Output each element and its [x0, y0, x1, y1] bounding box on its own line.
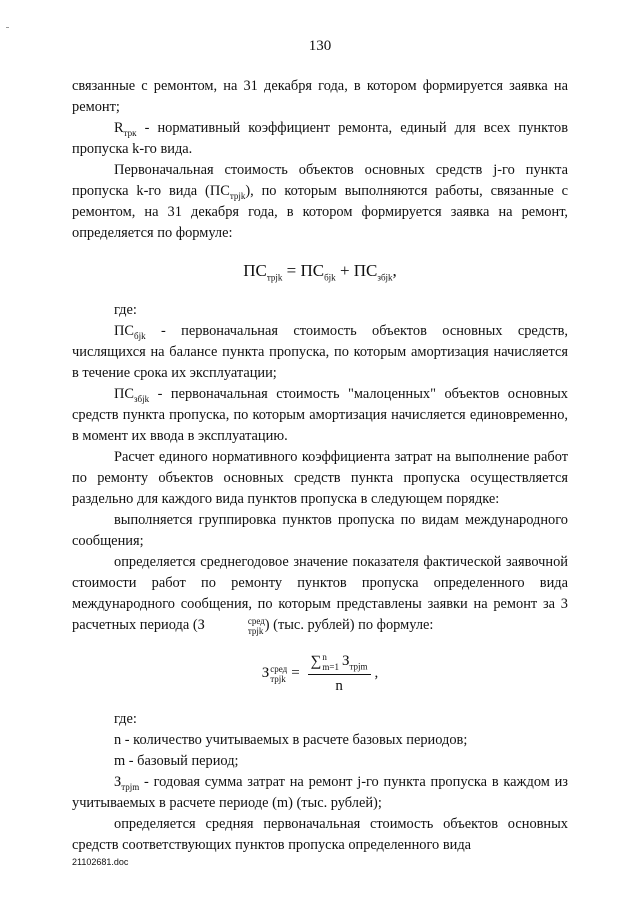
- equals-sign: =: [291, 665, 300, 681]
- document-body: [72, 76, 568, 856]
- definition-text: - первоначальная стоимость "малоценных" объектов основных средств пункта пропуска, по которым амортизация начисляется единовременно, в момент их ввода в эксплуатацию.: [72, 386, 568, 444]
- subscript: бjk: [134, 330, 146, 341]
- subscript: трjk: [270, 673, 286, 684]
- paragraph: [72, 384, 568, 447]
- symbol: ПС: [114, 386, 134, 402]
- subscript: трjm: [121, 781, 140, 792]
- subscript: трjk: [266, 272, 283, 283]
- paragraph: Расчет единого нормативного коэффициента затрат на выполнение работ по ремонту объектов основных средств пункта пропуска осуществляется раздельно для каждого вида пунктов пропуска в следующем порядке:: [72, 449, 568, 507]
- definition-text: - годовая сумма затрат на ремонт j-го пункта пропуска в каждом из учитываемых в расчете периоде (m) (тыс. рублей);: [72, 774, 568, 811]
- paragraph: m - базовый период;: [114, 753, 239, 769]
- sup-sub-stack: [270, 664, 287, 684]
- formula-term: ПС: [300, 261, 325, 280]
- equals-sign: =: [282, 261, 301, 280]
- plus-sign: +: [335, 261, 354, 280]
- formula-term: ПС: [353, 261, 378, 280]
- sum-symbol: ∑: [310, 653, 322, 670]
- formula-2: [72, 652, 568, 695]
- formula-term: З: [261, 665, 270, 681]
- subscript: трjk: [247, 625, 264, 636]
- subscript: збjk: [134, 393, 150, 404]
- subscript: трк: [123, 127, 137, 138]
- subscript: бjk: [324, 272, 336, 283]
- page-number: 130: [308, 38, 332, 54]
- formula-term: З: [341, 653, 350, 670]
- paragraph: где:: [114, 302, 137, 318]
- symbol: R: [114, 120, 124, 136]
- symbol: З: [197, 617, 205, 633]
- paragraph: n - количество учитываемых в расчете базовых периодов;: [114, 732, 468, 748]
- formula-1: [72, 258, 568, 284]
- punctuation: ,: [374, 665, 379, 681]
- paragraph: [72, 552, 568, 636]
- paragraph: [72, 772, 568, 814]
- paragraph: [72, 321, 568, 384]
- superscript: сред: [247, 615, 265, 626]
- symbol: З: [114, 774, 122, 790]
- paragraph: [72, 118, 568, 160]
- paragraph: выполняется группировка пунктов пропуска по видам международного сообщения;: [72, 512, 568, 549]
- sup-sub-stack: [206, 616, 265, 636]
- sum-lower: m=1: [322, 662, 339, 672]
- numerator: [308, 652, 371, 675]
- text: ) (тыс. рублей) по формуле:: [264, 617, 434, 633]
- paragraph: связанные с ремонтом, на 31 декабря года, в котором формируется заявка на ремонт;: [72, 78, 568, 115]
- sum-upper: n: [322, 652, 327, 662]
- denominator: n: [335, 678, 343, 694]
- definition-text: - первоначальная стоимость объектов основных средств, числящихся на балансе пункта пропуска, по которым амортизация начисляется в течение срока их эксплуатации;: [72, 323, 568, 381]
- scan-mark: [6, 27, 9, 28]
- text: определяется среднегодовое значение показателя фактической заявочной стоимости работ по ремонту пунктов пропуска определенного вида международного сообщения, по которым представлены заявки на ремонт за 3 расчетных периода (: [72, 554, 568, 633]
- fraction: [308, 652, 371, 695]
- footer-filename: 21102681.doc: [72, 857, 129, 867]
- superscript: сред: [270, 663, 288, 674]
- formula-term: ПС: [243, 261, 267, 280]
- text: Первоначальная стоимость объектов основных средств j-го пункта пропуска k-го вида (ПС: [72, 162, 568, 199]
- definition-text: - нормативный коэффициент ремонта, единый для всех пунктов пропуска k-го вида.: [72, 120, 568, 157]
- paragraph: [72, 160, 568, 244]
- punctuation: ,: [392, 261, 397, 280]
- text: ), по которым выполняются работы, связанные с ремонтом, на 31 декабря года, в котором формируется заявка на ремонт, определяется по формуле:: [72, 183, 568, 241]
- subscript: трjm: [349, 661, 368, 672]
- subscript: трjk: [229, 190, 246, 201]
- sum-limits: [322, 652, 339, 672]
- subscript: збjk: [377, 272, 393, 283]
- paragraph: где:: [114, 711, 137, 727]
- paragraph: определяется средняя первоначальная стоимость объектов основных средств соответствующих пунктов пропуска определенного вида: [72, 816, 568, 853]
- symbol: ПС: [114, 323, 134, 339]
